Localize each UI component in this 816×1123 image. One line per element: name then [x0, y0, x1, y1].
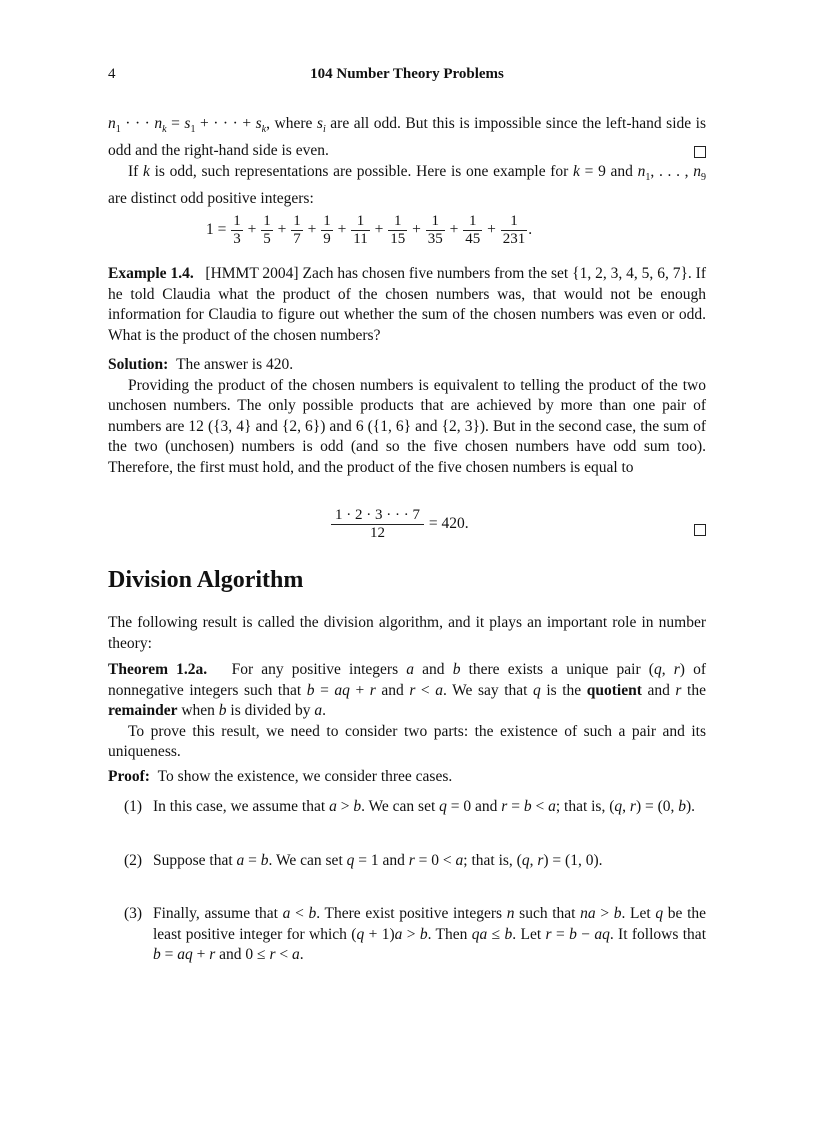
- eq2-numerator: 1 · 2 · 3 · · · 7: [331, 507, 424, 525]
- plus-sign: +: [333, 221, 351, 239]
- case-2: (2) Suppose that a = b. We can set q = 1 and r = 0 < a; that is, (q, r) = (1, 0).: [124, 851, 706, 872]
- qed-symbol-2: [694, 524, 706, 536]
- equation-lhs: 1 =: [206, 221, 227, 239]
- fraction-1-over-5: [261, 213, 273, 248]
- fraction-denominator: 7: [293, 231, 301, 247]
- fraction-1-over-231: [501, 213, 528, 248]
- plus-sign: +: [273, 221, 291, 239]
- period: .: [528, 221, 533, 239]
- example-text: [HMMT 2004] Zach has chosen five numbers from the set {1, 2, 3, 4, 5, 6, 7}. If he told Claudia what the product of the chosen numbers was, that would not be enough information for Claudia to figure out whether the sum of the chosen numbers was even or odd. What is the product of the chosen numbers?: [108, 265, 707, 344]
- fraction-numerator: 1: [351, 213, 369, 231]
- plus-sign: +: [243, 221, 261, 239]
- running-title: 104 Number Theory Problems: [310, 66, 504, 82]
- intro-paragraph: The following result is called the division algorithm, and it plays an important role in number theory:: [108, 614, 706, 652]
- term-remainder: remainder: [108, 702, 178, 719]
- fraction-1-over-9: [321, 213, 333, 248]
- plus-sign: +: [445, 221, 463, 239]
- fraction-numerator: 1: [463, 213, 482, 231]
- proof-text: To show the existence, we consider three cases.: [157, 767, 453, 785]
- plus-sign: +: [303, 221, 321, 239]
- fraction-denominator: 35: [427, 231, 443, 247]
- qed-symbol: [694, 146, 706, 158]
- prove-paragraph: To prove this result, we need to consider two parts: the existence of such a pair and its uniqueness.: [108, 722, 706, 760]
- term-quotient: quotient: [586, 681, 642, 699]
- equation-unit-fractions: [206, 213, 532, 248]
- eq2-rhs: = 420.: [428, 515, 469, 533]
- fraction-numerator: 1: [233, 213, 241, 229]
- fraction-denominator: 3: [233, 231, 241, 247]
- fraction-numerator: 1: [501, 213, 528, 231]
- fraction-1-over-15: [388, 213, 407, 248]
- paragraph-1: $n_1$ · · · $n_k = s_1$ + · · · + $s_k$, where $s_i$ are all odd. But this is impossible since the left-hand side is odd and the right-hand side is even.: [108, 115, 707, 159]
- section-title: Division Algorithm: [108, 567, 304, 593]
- case-1-label: (1): [124, 798, 143, 815]
- fraction-numerator: 1: [263, 213, 271, 229]
- fraction-numerator: 1: [323, 213, 331, 229]
- theorem-label: Theorem 1.2a.: [108, 661, 208, 678]
- fraction-denominator: 5: [263, 231, 271, 247]
- solution-answer: The answer is 420.: [176, 356, 294, 373]
- theorem-1-2a: Theorem 1.2a. For any positive integers a and b there exists a unique pair (q, r) of nonnegative integers such that b = aq + r and r < a. We say that q is the quotient and r the remainder when b is divided by a. To prove this result, we need to consider two parts: the existence of such a pair and its uniqueness. Proof: To show the existence, we consider three cases.: [108, 661, 707, 785]
- fraction-denominator: 231: [502, 231, 526, 247]
- solution: [108, 355, 706, 478]
- plus-sign: +: [483, 221, 500, 239]
- case-3: (3) Finally, assume that a < b. There exist positive integers n such that na > b. Let q be the least positive integer for which (q + 1)a > b. Then qa ≤ b. Let r = b − aq. It follows that b = aq + r and 0 ≤ r < a.: [124, 905, 707, 963]
- fraction-denominator: 15: [390, 231, 406, 247]
- fraction-numerator: 1: [426, 213, 445, 231]
- plus-sign: +: [370, 221, 388, 239]
- fraction-numerator: 1: [293, 213, 301, 229]
- fraction-denominator: 9: [323, 231, 331, 247]
- fraction-denominator: 11: [353, 231, 368, 247]
- example-label: Example 1.4.: [108, 265, 194, 282]
- case-3-label: (3): [124, 905, 143, 922]
- fraction-1-over-45: [463, 213, 482, 248]
- paragraph-2: If k is odd, such representations are possible. Here is one example for k = 9 and $n_1$, . . . , $n_9$ are distinct odd positive integers:: [108, 163, 707, 207]
- page-number: 4: [108, 66, 116, 82]
- equation-product: [330, 507, 469, 542]
- example-1-4: [108, 264, 706, 346]
- case-2-label: (2): [124, 852, 143, 869]
- eq2-denominator: 12: [369, 525, 385, 541]
- solution-label: Solution:: [108, 356, 169, 373]
- plus-sign: +: [408, 221, 425, 239]
- fraction-numerator: 1: [388, 213, 407, 231]
- fraction-1-over-7: [291, 213, 303, 248]
- proof-label: Proof:: [108, 767, 150, 785]
- fraction-1-over-35: [426, 213, 445, 248]
- solution-paragraph: Providing the product of the chosen numbers is equivalent to telling the product of the two unchosen numbers. The only possible products that are achieved by more than one pair of numbers are 12 ({3, 4} and {2, 6}) and 6 ({1, 6} and {2, 3}). But in the second case, the sum of the two (unchosen) numbers is odd (and so the five chosen numbers have odd sum too). Therefore, the first must hold, and the product of the five chosen numbers is equal to: [108, 376, 706, 476]
- fraction-denominator: 45: [465, 231, 481, 247]
- case-1: (1) In this case, we assume that a > b. We can set q = 0 and r = b < a; that is, (q, r) = (0, b).: [124, 797, 706, 818]
- fraction-1-over-11: [351, 213, 369, 248]
- running-header: [108, 66, 706, 86]
- fraction-1-over-3: [231, 213, 243, 248]
